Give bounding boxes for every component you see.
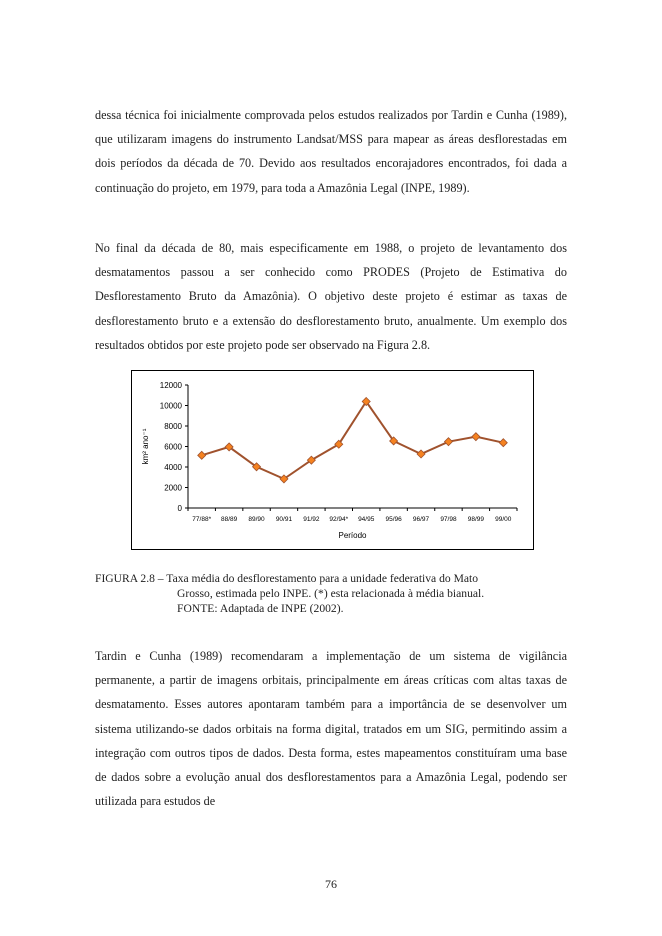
data-point [417,450,425,458]
series-line [202,402,504,479]
caption-line-2: Grosso, estimada pelo INPE. (*) esta relacionada à média bianual. [177,587,485,600]
x-tick-label: 95/96 [385,516,402,523]
x-tick-label: 89/90 [248,516,265,523]
y-tick-label: 12000 [159,381,182,390]
y-tick-label: 4000 [164,463,182,472]
caption-source: FONTE: Adaptada de INPE (2002). [177,602,344,615]
data-point [499,439,507,447]
x-axis [188,508,517,523]
y-tick-label: 6000 [164,442,182,452]
x-tick-label: 96/97 [412,516,430,523]
x-axis-label: Período [338,531,367,540]
x-tick-label: 99/00 [495,516,512,523]
figure-chart [131,370,534,550]
paragraph-3: Tardin e Cunha (1989) recomendaram a implementação de um sistema de vigilância permanente, a partir de imagens orbitais, principalmente em áreas críticas com altas taxas de desmatamento. Esses autores apontaram também para a importância de se desenvolver um sistema utilizando-se dados orbitais na forma digital, tratados em um SIG, permitindo assim a integração com outros tipos de dados. Desta forma, estes mapeamentos constituíram uma base de dados sobre a evolução anual dos desflorestamentos para a Amazônia Legal, podendo ser utilizada para estudos de [95,649,567,809]
x-tick-label: 91/92 [303,516,320,523]
x-tick-label: 98/99 [467,516,485,523]
x-tick-label: 97/98 [440,516,457,523]
x-tick-label: 90/91 [275,516,293,523]
y-tick-label: 10000 [159,401,182,411]
data-point [198,451,206,459]
y-tick-label: 0 [177,504,182,513]
caption-line-1: FIGURA 2.8 – Taxa média do desflorestamento para a unidade federativa do Mato [95,572,479,585]
data-point [444,438,452,446]
x-tick-label: 77/88* [192,516,212,523]
page-number: 76 [325,877,337,891]
paragraph-1: dessa técnica foi inicialmente comprovada pelos estudos realizados por Tardin e Cunha (1989), que utilizaram imagens do instrumento Landsat/MSS para mapear as áreas desflorestadas em dois períodos da década de 70. Devido aos resultados encorajadores encontrados, foi dada a continuação do projeto, em 1979, para toda a Amazônia Legal (INPE, 1989). [95,108,567,195]
paragraph-2: No final da década de 80, mais especificamente em 1988, o projeto de levantamento dos desmatamentos passou a ser conhecido como PRODES (Projeto de Estimativa do Desflorestamento Bruto da Amazônia). O objetivo deste projeto é estimar as taxas de desflorestamento bruto e a extensão do desflorestamento bruto, anualmente. Um exemplo dos resultados obtidos por este projeto pode ser observado na Figura 2.8. [95,241,567,352]
y-tick-label: 8000 [164,422,182,431]
x-tick-label: 94/95 [358,516,375,523]
y-axis [160,381,188,513]
y-tick-label: 2000 [164,483,182,493]
y-axis-label: km² ano⁻¹ [141,428,150,465]
data-point [472,433,480,441]
figure-caption [95,571,484,616]
x-tick-label: 92/94* [329,516,349,523]
deforestation-line-chart [132,371,533,549]
x-tick-label: 88/89 [220,516,238,523]
